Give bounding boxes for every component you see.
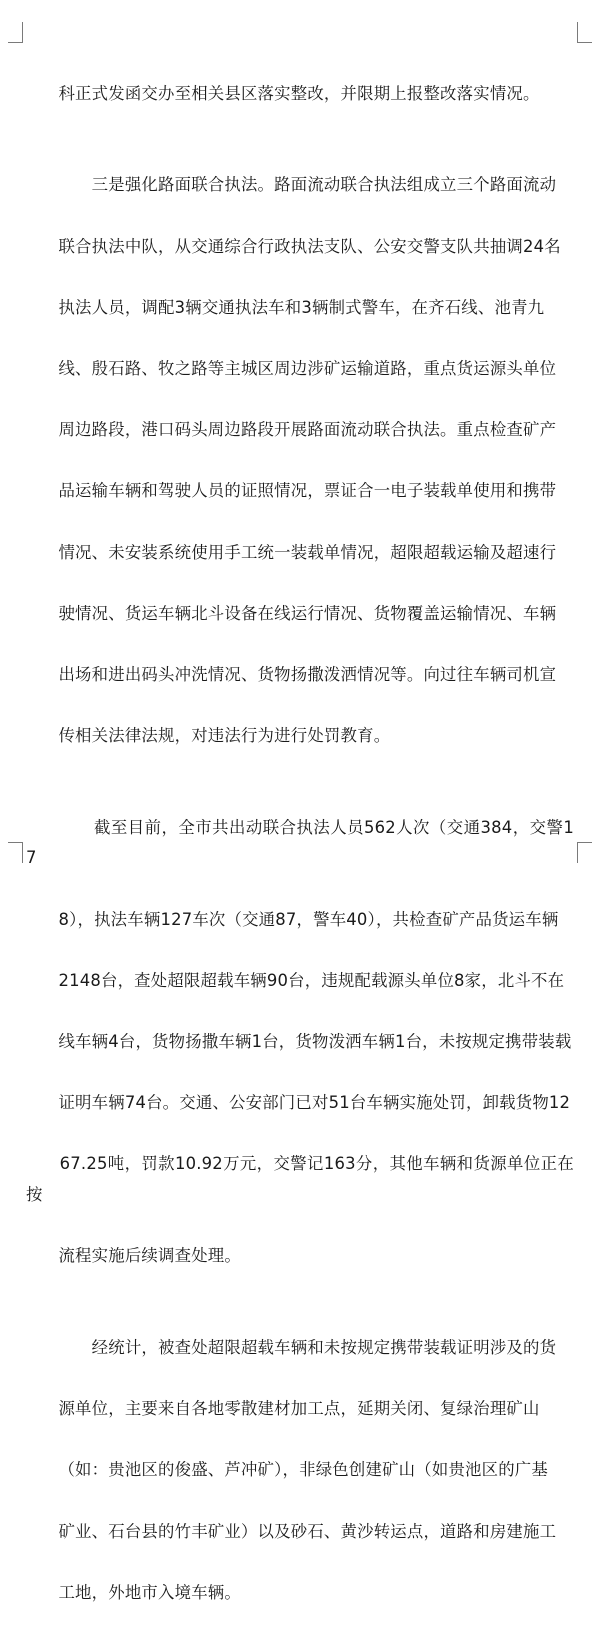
paragraph-source-analysis xyxy=(26,1302,574,1639)
document-body xyxy=(26,48,574,1639)
line: 流程实施后续调查处理。 xyxy=(58,1246,241,1266)
line: 情况、未安装系统使用手工统一装载单情况，超限超载运输及超速行 xyxy=(58,542,557,562)
line: 周边路段，港口码头周边路段开展路面流动联合执法。重点检查矿产 xyxy=(58,420,557,440)
line: 证明车辆74台。交通、公安部门已对51台车辆实施处罚，卸载货物12 xyxy=(58,1093,571,1113)
line: 2148台，查处超限超载车辆90台，违规配载源头单位8家，北斗不在 xyxy=(58,970,565,990)
line: 驶情况、货运车辆北斗设备在线运行情况、货物覆盖运输情况、车辆 xyxy=(58,603,557,623)
crop-mark-top-left xyxy=(8,22,23,43)
crop-mark-top-right xyxy=(577,22,592,43)
line: 67.25吨，罚款10.92万元，交警记163分，其他车辆和货源单位正在按 xyxy=(26,1154,574,1204)
paragraph-continuation xyxy=(26,48,574,140)
line: 截至目前，全市共出动联合执法人员562人次（交通384，交警17 xyxy=(26,817,574,868)
line: 线、殷石路、牧之路等主城区周边涉矿运输道路，重点货运源头单位 xyxy=(58,358,557,378)
line: 联合执法中队，从交通综合行政执法支队、公安交警支队共抽调24名 xyxy=(58,236,561,256)
paragraph-road-enforcement xyxy=(26,140,574,782)
line: 科正式发函交办至相关县区落实整改，并限期上报整改落实情况。 xyxy=(58,83,540,103)
paragraph-statistics xyxy=(26,782,574,1302)
line: 源单位，主要来自各地零散建材加工点，延期关闭、复绿治理矿山 xyxy=(58,1399,540,1419)
line: 传相关法律法规，对违法行为进行处罚教育。 xyxy=(58,726,391,746)
line: 8），执法车辆127车次（交通87，警车40），共检查矿产品货运车辆 xyxy=(58,909,559,929)
line: 三是强化路面联合执法。路面流动联合执法组成立三个路面流动 xyxy=(58,175,557,195)
crop-mark-bottom-right xyxy=(577,842,592,863)
crop-mark-bottom-left xyxy=(8,842,23,863)
line: 线车辆4台，货物扬撒车辆1台，货物泼洒车辆1台，未按规定携带装载 xyxy=(58,1032,572,1051)
line: （如：贵池区的俊盛、芦冲矿），非绿色创建矿山（如贵池区的广基 xyxy=(58,1460,548,1480)
line: 出场和进出码头冲洗情况、货物扬撒泼洒情况等。向过往车辆司机宣 xyxy=(58,664,557,684)
line: 经统计，被查处超限超载车辆和未按规定携带装载证明涉及的货 xyxy=(58,1337,557,1357)
line: 执法人员，调配3辆交通执法车和3辆制式警车，在齐石线、池青九 xyxy=(58,297,545,317)
line: 工地，外地市入境车辆。 xyxy=(58,1582,241,1602)
line: 品运输车辆和驾驶人员的证照情况，票证合一电子装载单使用和携带 xyxy=(58,481,557,501)
line: 矿业、石台县的竹丰矿业）以及砂石、黄沙转运点，道路和房建施工 xyxy=(58,1521,557,1541)
